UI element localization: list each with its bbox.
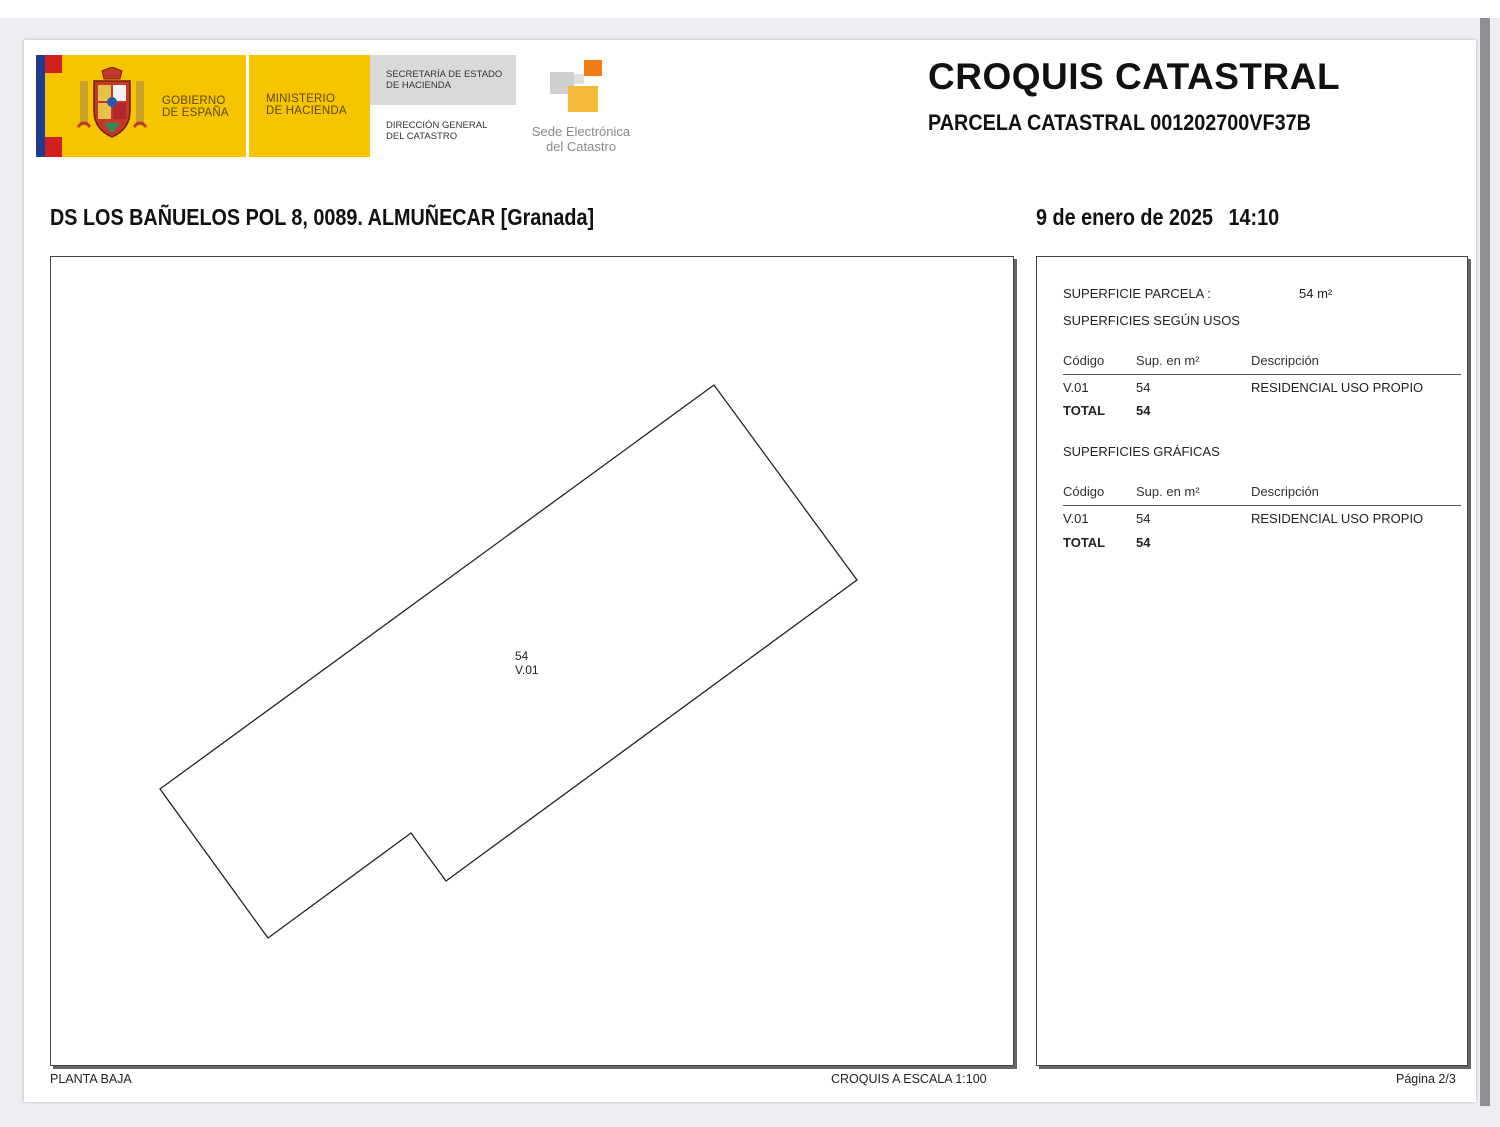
issue-date: 9 de enero de 2025 [1036, 204, 1214, 230]
sede-text [518, 124, 644, 154]
gov-line2: DE ESPAÑA [162, 107, 229, 119]
flag-icon [36, 55, 62, 157]
graficas-col-desc: Descripción [1251, 484, 1319, 499]
parcel-use-label: V.01 [515, 663, 539, 677]
ministerio-text [266, 93, 347, 117]
issue-time: 14:10 [1228, 204, 1280, 230]
parcel-outline [160, 385, 857, 938]
floor-label: PLANTA BAJA [50, 1072, 132, 1086]
property-address: DS LOS BAÑUELOS POL 8, 0089. ALMUÑECAR [Granada] [50, 204, 595, 230]
graficas-header-rule [1063, 505, 1461, 506]
surface-info-panel [1036, 256, 1468, 1066]
catastro-logo-icon [544, 60, 608, 118]
gov-line1: GOBIERNO [162, 95, 226, 107]
usos-section-title: SUPERFICIES SEGÚN USOS [1063, 313, 1240, 328]
usos-col-codigo: Código [1063, 353, 1105, 368]
ministry-line1: MINISTERIO [266, 93, 336, 105]
secretaria-line2: DE HACIENDA [386, 80, 451, 91]
graficas-total-label: TOTAL [1063, 535, 1106, 550]
document-page [24, 40, 1476, 1102]
secretaria-text [386, 69, 502, 91]
usos-col-sup: Sup. en m² [1136, 353, 1200, 368]
usos-row-codigo: V.01 [1063, 380, 1089, 395]
graficas-total-value: 54 [1136, 535, 1151, 550]
parcel-area-label: 54 [515, 649, 529, 663]
page-number: Página 2/3 [1396, 1072, 1456, 1086]
logo-divider [246, 55, 249, 157]
graficas-col-sup: Sup. en m² [1136, 484, 1200, 499]
viewer-edge [1480, 18, 1490, 1106]
usos-row-desc: RESIDENCIAL USO PROPIO [1251, 380, 1424, 395]
scale-label: CROQUIS A ESCALA 1:100 [831, 1072, 987, 1086]
direccion-line1: DIRECCIÓN GENERAL [386, 120, 488, 131]
sede-line2: del Catastro [545, 139, 617, 154]
parcel-reference: PARCELA CATASTRAL 001202700VF37B [928, 110, 1311, 135]
gobierno-logo [36, 55, 370, 157]
parcel-label [515, 649, 539, 677]
secretaria-line1: SECRETARÍA DE ESTADO [386, 69, 503, 80]
coat-of-arms-icon [76, 67, 148, 141]
usos-col-desc: Descripción [1251, 353, 1319, 368]
usos-row-sup: 54 [1136, 380, 1151, 395]
sede-line1: Sede Electrónica [531, 124, 631, 139]
superficie-label: SUPERFICIE PARCELA : [1063, 286, 1211, 301]
graficas-col-codigo: Código [1063, 484, 1105, 499]
ministry-line2: DE HACIENDA [266, 105, 347, 117]
issue-datetime [1036, 204, 1279, 231]
usos-total-label: TOTAL [1063, 403, 1106, 418]
graficas-section-title: SUPERFICIES GRÁFICAS [1063, 444, 1220, 459]
graficas-row-desc: RESIDENCIAL USO PROPIO [1251, 511, 1424, 526]
document-title: CROQUIS CATASTRAL [928, 56, 1341, 97]
usos-header-rule [1063, 374, 1461, 375]
direccion-text [386, 120, 487, 142]
gobierno-text [162, 95, 229, 119]
usos-total-value: 54 [1136, 403, 1151, 418]
superficie-value: 54 m² [1299, 286, 1333, 301]
graficas-row-sup: 54 [1136, 511, 1151, 526]
top-strip [0, 0, 1500, 18]
sketch-frame [50, 256, 1014, 1066]
graficas-row-codigo: V.01 [1063, 511, 1089, 526]
direccion-line2: DEL CATASTRO [386, 131, 458, 142]
